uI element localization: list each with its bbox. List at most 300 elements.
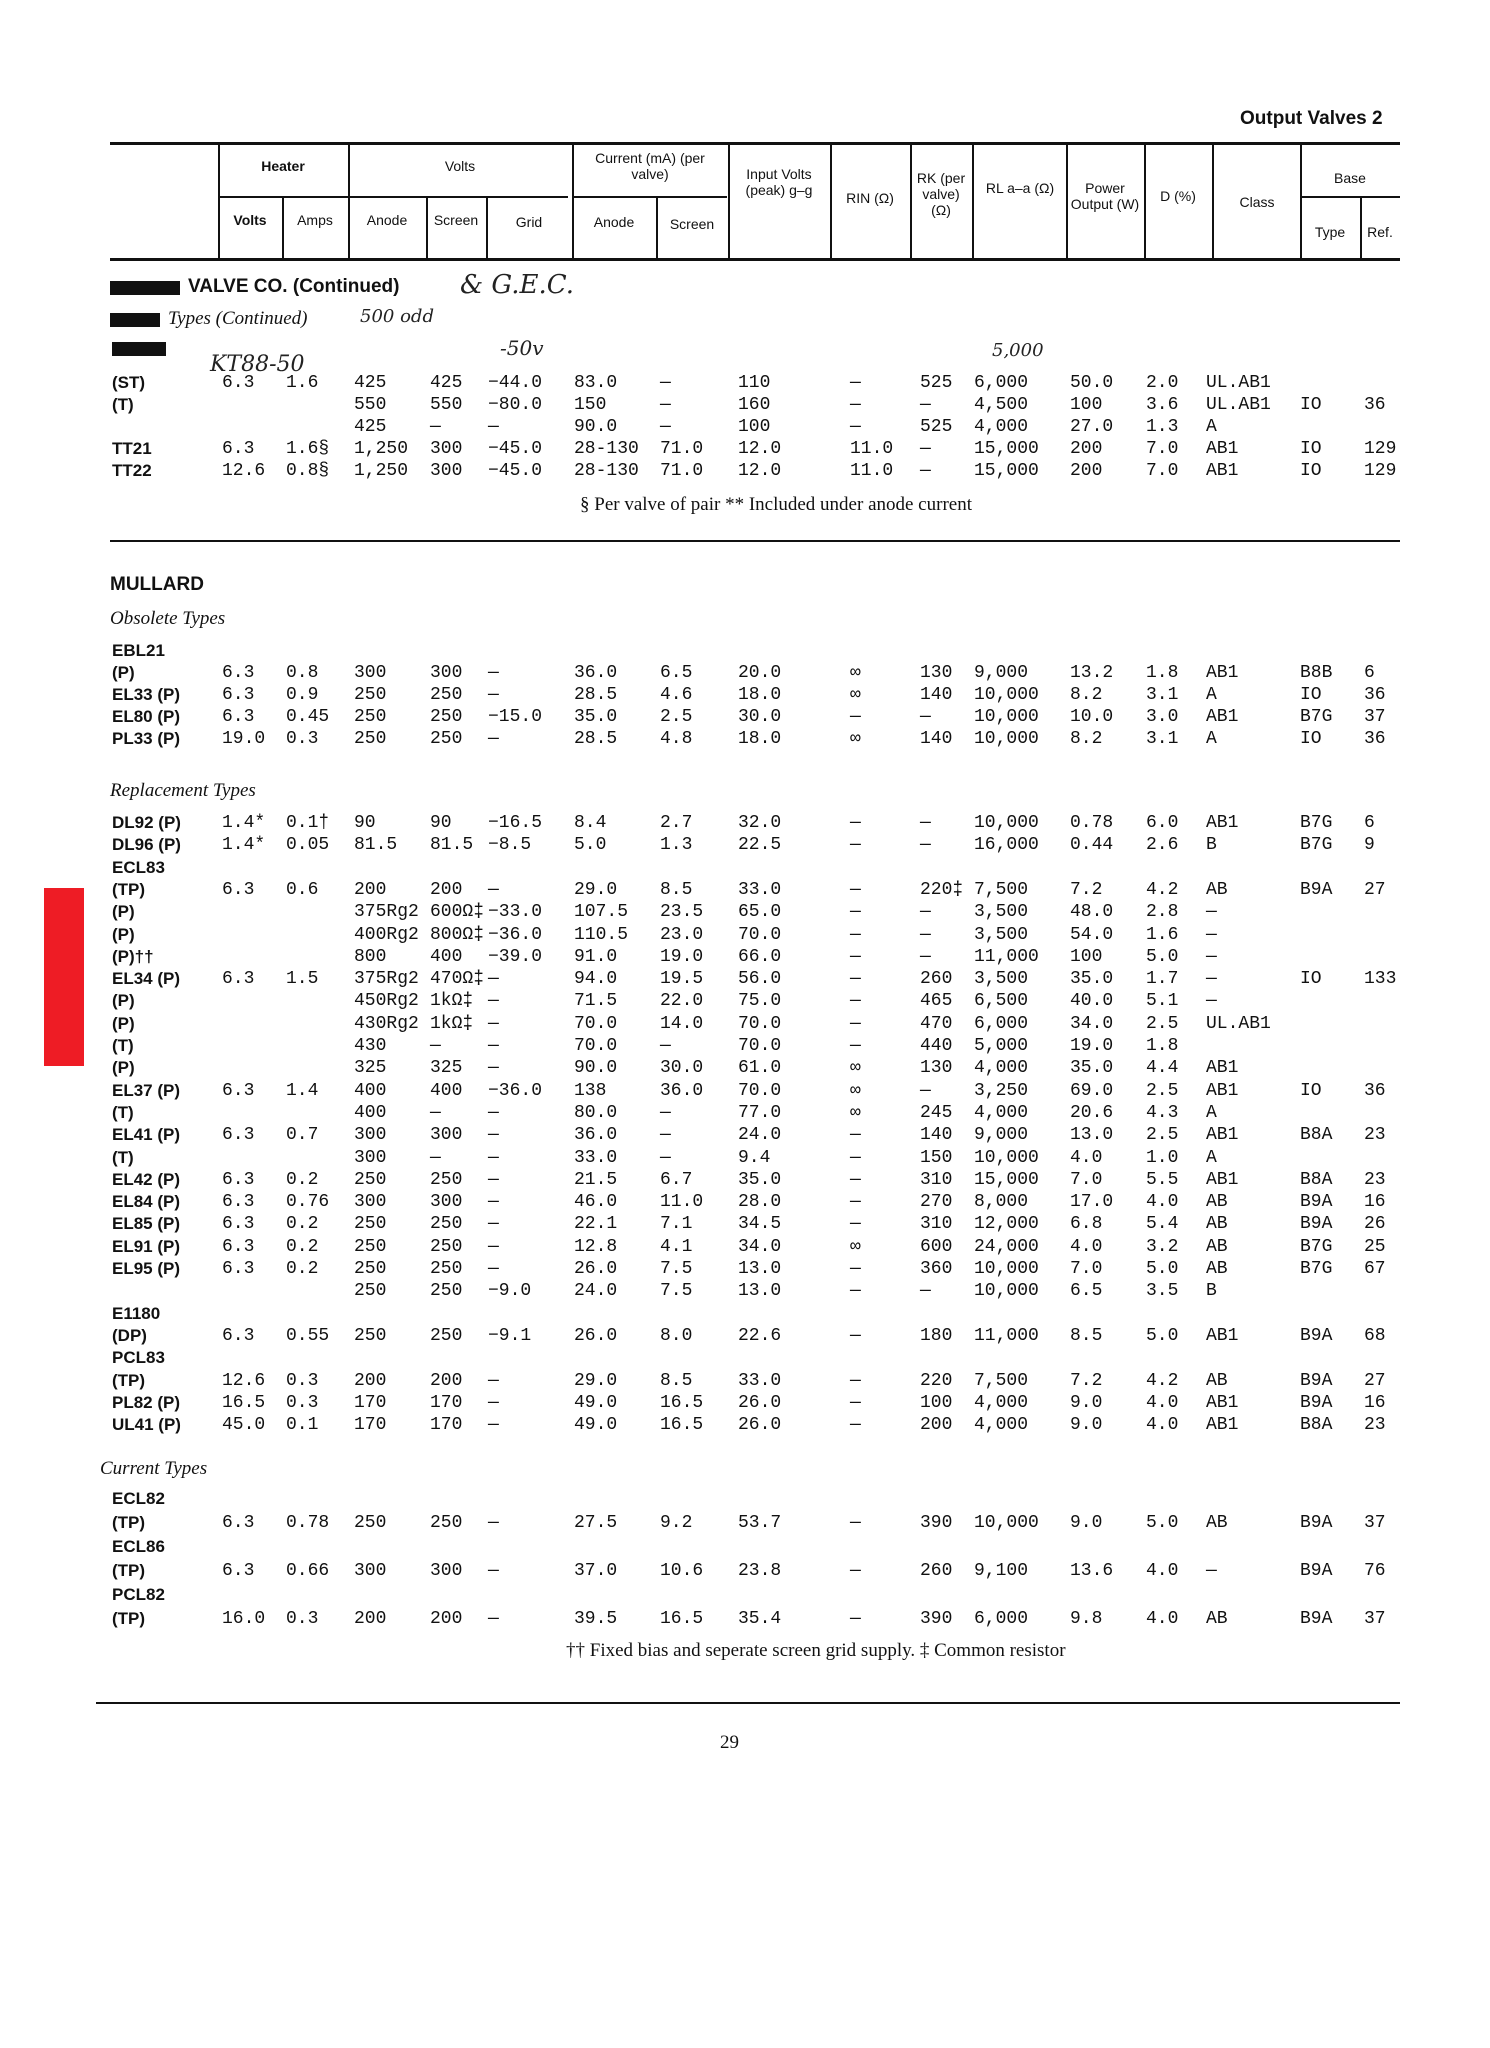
- cell-hv: 6.3: [222, 707, 255, 727]
- cell-cs: 71.0: [660, 461, 704, 481]
- cell-bt: B9A: [1300, 1192, 1333, 1213]
- cell-hv: 6.3: [222, 373, 255, 393]
- cell-cs: 6.5: [660, 663, 693, 683]
- cell-rk: 390: [920, 1609, 953, 1629]
- cell-rin: ∞: [850, 663, 861, 683]
- cell-bt: B9A: [1300, 1214, 1333, 1235]
- cell-inp: 22.6: [738, 1325, 782, 1346]
- cell-va: 450Rg2: [354, 991, 419, 1012]
- cell-cls: AB: [1206, 1370, 1228, 1391]
- cell-rk: 390: [920, 1513, 953, 1533]
- cell-br: 133: [1364, 969, 1397, 990]
- cell-br: 36: [1364, 1080, 1386, 1101]
- cell-bt: IO: [1300, 685, 1322, 705]
- section2-company: [110, 574, 204, 596]
- cell-vg: —: [488, 1102, 499, 1123]
- cell-d: 2.0: [1146, 373, 1179, 393]
- cell-d: 2.5: [1146, 1125, 1179, 1146]
- cell-bt: IO: [1300, 461, 1322, 481]
- handwritten-note-5000: 5,000: [992, 340, 1044, 361]
- cell-rin: —: [850, 1325, 861, 1346]
- cell-rk: —: [920, 1080, 931, 1101]
- cell-cls: A: [1206, 1102, 1217, 1123]
- cell-br: 9: [1364, 835, 1375, 856]
- cell-vs: 250: [430, 1236, 463, 1257]
- cell-va: 250: [354, 1214, 387, 1235]
- cell-po: 4.0: [1070, 1236, 1103, 1257]
- cell-ca: 29.0: [574, 879, 618, 900]
- cell-cls: AB1: [1206, 1415, 1239, 1436]
- cell-rk: —: [920, 395, 931, 415]
- cell-rl: 10,000: [974, 1259, 1039, 1279]
- cell-rin: —: [850, 946, 861, 967]
- cell-d: 5.1: [1146, 991, 1179, 1012]
- cell-ca: 91.0: [574, 946, 618, 967]
- cell-cs: 9.2: [660, 1513, 693, 1533]
- cell-va: 170: [354, 1392, 387, 1413]
- cell-ha: 0.3: [286, 729, 319, 749]
- cell-rk: 310: [920, 1169, 953, 1190]
- table-row: [0, 1488, 1490, 1510]
- cell-inp: 56.0: [738, 969, 782, 990]
- cell-va: 250: [354, 1513, 387, 1533]
- cell-vs: 300: [430, 663, 463, 683]
- cell-vs: 81.5: [430, 835, 474, 856]
- cell-name: (TP): [112, 1609, 146, 1628]
- cell-va: 300: [354, 1147, 387, 1168]
- cell-po: 0.78: [1070, 813, 1114, 833]
- cell-va: 300: [354, 1561, 387, 1581]
- cell-rk: 360: [920, 1259, 953, 1279]
- cell-name: DL96 (P): [112, 835, 181, 855]
- cell-ca: 28-130: [574, 439, 639, 459]
- cell-po: 6.8: [1070, 1214, 1103, 1235]
- cell-inp: 35.4: [738, 1609, 782, 1629]
- cell-hv: 6.3: [222, 1513, 255, 1533]
- cell-rl: 4,500: [974, 395, 1029, 415]
- cell-rin: —: [850, 991, 861, 1012]
- cell-bt: B9A: [1300, 1325, 1333, 1346]
- cell-rk: 525: [920, 373, 953, 393]
- cell-d: 1.8: [1146, 1036, 1179, 1056]
- cell-name: (P): [112, 1013, 135, 1033]
- cell-vg: —: [488, 1036, 499, 1056]
- cell-rl: 11,000: [974, 1325, 1039, 1346]
- cell-inp: 61.0: [738, 1058, 782, 1079]
- cell-rin: —: [850, 1392, 861, 1413]
- cell-vs: 425: [430, 373, 463, 393]
- cell-rl: 10,000: [974, 685, 1039, 705]
- cell-name: (P)††: [112, 946, 154, 966]
- cell-va: 430: [354, 1036, 387, 1056]
- cell-rk: —: [920, 813, 931, 833]
- section2-replacement: Replacement Types: [110, 780, 256, 801]
- cell-va: 550: [354, 395, 387, 415]
- cell-cs: 2.7: [660, 813, 693, 833]
- cell-cls: AB: [1206, 1259, 1228, 1279]
- cell-cls: UL.AB1: [1206, 395, 1271, 415]
- cell-bt: B9A: [1300, 1370, 1333, 1391]
- cell-d: 3.6: [1146, 395, 1179, 415]
- cell-va: 250: [354, 1281, 387, 1302]
- cell-ca: 70.0: [574, 1013, 618, 1034]
- cell-vs: 550: [430, 395, 463, 415]
- table-row: [0, 1560, 1490, 1582]
- cell-va: 400: [354, 1080, 387, 1101]
- cell-cls: UL.AB1: [1206, 1013, 1271, 1034]
- table-row: [0, 1147, 1490, 1169]
- cell-br: 68: [1364, 1325, 1386, 1346]
- cell-vg: −16.5: [488, 813, 543, 833]
- hdr-input: Input Volts (peak) g–g: [745, 166, 813, 198]
- hdr-sub-c-anode: Anode: [593, 214, 635, 230]
- cell-rk: —: [920, 1281, 931, 1302]
- cell-ca: 5.0: [574, 835, 607, 856]
- table-row: [0, 684, 1490, 706]
- cell-rk: 600: [920, 1236, 953, 1257]
- cell-vs: 200: [430, 879, 463, 900]
- cell-po: 34.0: [1070, 1013, 1114, 1034]
- cell-rin: —: [850, 395, 861, 415]
- table-row: [0, 1370, 1490, 1392]
- cell-bt: B7G: [1300, 707, 1333, 727]
- cell-ha: 0.2: [286, 1259, 319, 1279]
- cell-hv: 1.4*: [222, 835, 266, 856]
- cell-cs: 10.6: [660, 1561, 704, 1581]
- section2-current: Current Types: [100, 1458, 208, 1479]
- cell-inp: 26.0: [738, 1392, 782, 1413]
- cell-inp: 18.0: [738, 729, 782, 749]
- hdr-rk: RK (per valve) (Ω): [916, 170, 966, 218]
- cell-inp: 65.0: [738, 902, 782, 923]
- cell-rl: 5,000: [974, 1036, 1029, 1056]
- cell-rin: —: [850, 1281, 861, 1302]
- cell-br: 27: [1364, 879, 1386, 900]
- cell-d: 3.1: [1146, 685, 1179, 705]
- cell-rk: —: [920, 835, 931, 856]
- cell-d: 5.5: [1146, 1169, 1179, 1190]
- cell-hv: 6.3: [222, 663, 255, 683]
- cell-name: PCL83: [112, 1348, 165, 1368]
- cell-po: 35.0: [1070, 1058, 1114, 1079]
- cell-name: TT22: [112, 461, 152, 480]
- cell-vs: 250: [430, 1281, 463, 1302]
- cell-vs: —: [430, 1102, 441, 1123]
- hdr-class: Class: [1239, 194, 1275, 210]
- section2-footnote: †† Fixed bias and seperate screen grid supply. ‡ Common resistor: [566, 1640, 1066, 1661]
- cell-cls: A: [1206, 729, 1217, 749]
- cell-va: 1,250: [354, 461, 409, 481]
- cell-ha: 0.6: [286, 879, 319, 900]
- cell-po: 200: [1070, 439, 1103, 459]
- cell-inp: 70.0: [738, 924, 782, 945]
- cell-ca: 90.0: [574, 1058, 618, 1079]
- cell-br: 37: [1364, 707, 1386, 727]
- cell-d: 3.5: [1146, 1281, 1179, 1302]
- cell-ca: 33.0: [574, 1147, 618, 1168]
- cell-inp: 70.0: [738, 1080, 782, 1101]
- cell-br: 6: [1364, 663, 1375, 683]
- table-row: [0, 640, 1490, 662]
- cell-rin: —: [850, 1036, 861, 1056]
- table-row: [0, 1280, 1490, 1302]
- cell-inp: 100: [738, 417, 771, 437]
- cell-inp: 28.0: [738, 1192, 782, 1213]
- cell-cls: AB: [1206, 1513, 1228, 1533]
- cell-po: 7.2: [1070, 1370, 1103, 1391]
- cell-cls: —: [1206, 902, 1217, 923]
- cell-rl: 9,000: [974, 663, 1029, 683]
- cell-vg: —: [488, 1392, 499, 1413]
- cell-cs: 71.0: [660, 439, 704, 459]
- cell-ca: 39.5: [574, 1609, 618, 1629]
- cell-bt: B7G: [1300, 835, 1333, 856]
- cell-rk: 220: [920, 1370, 953, 1391]
- table-row: [0, 728, 1490, 750]
- cell-po: 48.0: [1070, 902, 1114, 923]
- cell-rl: 12,000: [974, 1214, 1039, 1235]
- cell-rk: 470: [920, 1013, 953, 1034]
- cell-name: (P): [112, 902, 135, 922]
- cell-name: (T): [112, 395, 134, 414]
- cell-d: 1.3: [1146, 417, 1179, 437]
- cell-d: 5.0: [1146, 1259, 1179, 1279]
- table-row: [0, 416, 1490, 438]
- cell-cls: AB1: [1206, 439, 1239, 459]
- cell-ca: 12.8: [574, 1236, 618, 1257]
- cell-vs: 300: [430, 439, 463, 459]
- cell-cs: —: [660, 1102, 671, 1123]
- cell-hv: 6.3: [222, 1125, 255, 1146]
- cell-po: 7.0: [1070, 1169, 1103, 1190]
- cell-inp: 53.7: [738, 1513, 782, 1533]
- cell-rk: 465: [920, 991, 953, 1012]
- cell-name: PCL82: [112, 1585, 165, 1604]
- cell-vg: —: [488, 1125, 499, 1146]
- cell-vg: —: [488, 1415, 499, 1436]
- cell-vg: —: [488, 1214, 499, 1235]
- table-row: [0, 968, 1490, 990]
- cell-name: (P): [112, 924, 135, 944]
- cell-rl: 10,000: [974, 1281, 1039, 1302]
- cell-name: ECL82: [112, 1489, 165, 1508]
- cell-rk: 245: [920, 1102, 953, 1123]
- cell-hv: 1.4*: [222, 813, 266, 833]
- cell-vg: −80.0: [488, 395, 543, 415]
- table-row: [0, 1414, 1490, 1436]
- cell-br: 6: [1364, 813, 1375, 833]
- cell-rin: ∞: [850, 1102, 861, 1123]
- cell-ca: 35.0: [574, 707, 618, 727]
- cell-vs: —: [430, 1036, 441, 1056]
- cell-hv: 6.3: [222, 1561, 255, 1581]
- cell-ha: 0.2: [286, 1236, 319, 1257]
- cell-rin: —: [850, 1192, 861, 1213]
- cell-inp: 13.0: [738, 1259, 782, 1279]
- cell-cls: AB1: [1206, 663, 1239, 683]
- cell-ha: 0.3: [286, 1370, 319, 1391]
- cell-rk: 130: [920, 1058, 953, 1079]
- cell-rl: 16,000: [974, 835, 1039, 856]
- cell-name: EBL21: [112, 641, 165, 660]
- cell-po: 13.6: [1070, 1561, 1114, 1581]
- cell-vs: 300: [430, 1125, 463, 1146]
- table-row: [0, 1392, 1490, 1414]
- cell-rin: ∞: [850, 685, 861, 705]
- cell-inp: 75.0: [738, 991, 782, 1012]
- cell-cls: UL.AB1: [1206, 373, 1271, 393]
- cell-d: 1.6: [1146, 924, 1179, 945]
- cell-rl: 8,000: [974, 1192, 1029, 1213]
- cell-ha: 1.5: [286, 969, 319, 990]
- cell-inp: 12.0: [738, 439, 782, 459]
- cell-vs: 250: [430, 729, 463, 749]
- cell-rl: 4,000: [974, 1102, 1029, 1123]
- section1-company-text: VALVE CO. (Continued): [188, 276, 400, 297]
- cell-hv: 6.3: [222, 1214, 255, 1235]
- hdr-current: Current (mA) (per valve): [595, 150, 705, 182]
- section1-company: [110, 276, 399, 298]
- cell-name: ECL83: [112, 857, 165, 877]
- section-divider: [110, 540, 1400, 542]
- cell-d: 4.0: [1146, 1609, 1179, 1629]
- cell-cs: —: [660, 1125, 671, 1146]
- cell-vs: 170: [430, 1392, 463, 1413]
- cell-cs: 2.5: [660, 707, 693, 727]
- cell-rin: 11.0: [850, 461, 894, 481]
- table-row: [0, 438, 1490, 460]
- cell-bt: IO: [1300, 729, 1322, 749]
- cell-cls: —: [1206, 1561, 1217, 1581]
- cell-name: EL85 (P): [112, 1214, 181, 1234]
- cell-cls: —: [1206, 969, 1217, 990]
- cell-ha: 0.66: [286, 1561, 330, 1581]
- header-mid-rule-3: [1300, 196, 1400, 198]
- cell-name: UL41 (P): [112, 1415, 181, 1435]
- cell-vg: —: [488, 729, 499, 749]
- cell-name: (T): [112, 1102, 134, 1122]
- cell-vg: —: [488, 1561, 499, 1581]
- cell-ha: 0.78: [286, 1513, 330, 1533]
- cell-vg: —: [488, 991, 499, 1012]
- cell-vs: 250: [430, 1259, 463, 1279]
- table-row: [0, 1191, 1490, 1213]
- table-row: [0, 834, 1490, 856]
- cell-bt: IO: [1300, 439, 1322, 459]
- cell-bt: B9A: [1300, 1561, 1333, 1581]
- cell-d: 4.2: [1146, 1370, 1179, 1391]
- cell-inp: 9.4: [738, 1147, 771, 1168]
- cell-po: 69.0: [1070, 1080, 1114, 1101]
- table-row: [0, 460, 1490, 482]
- cell-bt: B8B: [1300, 663, 1333, 683]
- cell-va: 90: [354, 813, 376, 833]
- cell-vg: −8.5: [488, 835, 532, 856]
- cell-cs: 8.0: [660, 1325, 693, 1346]
- cell-rin: ∞: [850, 1236, 861, 1257]
- cell-rk: —: [920, 461, 931, 481]
- cell-va: 250: [354, 707, 387, 727]
- table-row: [0, 1236, 1490, 1258]
- cell-inp: 22.5: [738, 835, 782, 856]
- cell-vs: 250: [430, 685, 463, 705]
- cell-name: EL34 (P): [112, 969, 181, 989]
- cell-hv: 6.3: [222, 685, 255, 705]
- cell-ha: 0.45: [286, 707, 330, 727]
- cell-rin: 11.0: [850, 439, 894, 459]
- table-row: [0, 1013, 1490, 1035]
- cell-name: PL33 (P): [112, 729, 181, 748]
- cell-vg: −39.0: [488, 946, 543, 967]
- cell-ca: 107.5: [574, 902, 629, 923]
- cell-rk: 150: [920, 1147, 953, 1168]
- cell-vg: −15.0: [488, 707, 543, 727]
- handwritten-note-50v: -50v: [500, 336, 544, 360]
- cell-name: EL84 (P): [112, 1192, 181, 1212]
- table-row: [0, 1258, 1490, 1280]
- cell-name: E1180: [112, 1303, 161, 1323]
- header-mid-rule-1: [218, 196, 568, 198]
- cell-hv: 19.0: [222, 729, 266, 749]
- cell-br: 36: [1364, 729, 1386, 749]
- hdr-sub-volts: Volts: [233, 212, 267, 228]
- cell-vs: 400: [430, 1080, 463, 1101]
- cell-vs: 300: [430, 1561, 463, 1581]
- cell-ca: 46.0: [574, 1192, 618, 1213]
- table-row: [0, 1512, 1490, 1534]
- hdr-sub-ref: Ref.: [1367, 224, 1393, 240]
- cell-d: 4.2: [1146, 879, 1179, 900]
- cell-va: 425: [354, 373, 387, 393]
- cell-ca: 24.0: [574, 1281, 618, 1302]
- cell-name: EL41 (P): [112, 1125, 181, 1145]
- cell-cs: 19.0: [660, 946, 704, 967]
- hdr-heater: Heater: [261, 158, 305, 174]
- cell-vg: —: [488, 1609, 499, 1629]
- cell-va: 170: [354, 1415, 387, 1436]
- cell-rl: 15,000: [974, 439, 1039, 459]
- cell-rin: —: [850, 879, 861, 900]
- cell-rk: 310: [920, 1214, 953, 1235]
- cell-rin: —: [850, 1125, 861, 1146]
- cell-rin: ∞: [850, 729, 861, 749]
- table-row: [0, 1169, 1490, 1191]
- cell-po: 20.6: [1070, 1102, 1114, 1123]
- cell-rl: 3,250: [974, 1080, 1029, 1101]
- cell-ha: 0.9: [286, 685, 319, 705]
- table-row: [0, 946, 1490, 968]
- cell-vs: 200: [430, 1370, 463, 1391]
- cell-inp: 160: [738, 395, 771, 415]
- cell-ca: 28-130: [574, 461, 639, 481]
- hdr-d: D (%): [1160, 188, 1196, 204]
- cell-d: 5.0: [1146, 1325, 1179, 1346]
- cell-d: 7.0: [1146, 461, 1179, 481]
- cell-ca: 138: [574, 1080, 607, 1101]
- cell-ca: 49.0: [574, 1392, 618, 1413]
- cell-vg: —: [488, 1259, 499, 1279]
- cell-va: 250: [354, 685, 387, 705]
- cell-rl: 9,000: [974, 1125, 1029, 1146]
- cell-cls: B: [1206, 1281, 1217, 1302]
- cell-bt: B9A: [1300, 1513, 1333, 1533]
- hdr-sub-screen: Screen: [433, 212, 479, 228]
- cell-cls: AB1: [1206, 1058, 1239, 1079]
- cell-d: 3.1: [1146, 729, 1179, 749]
- cell-name: (TP): [112, 1561, 146, 1580]
- cell-rl: 3,500: [974, 969, 1029, 990]
- cell-d: 4.0: [1146, 1392, 1179, 1413]
